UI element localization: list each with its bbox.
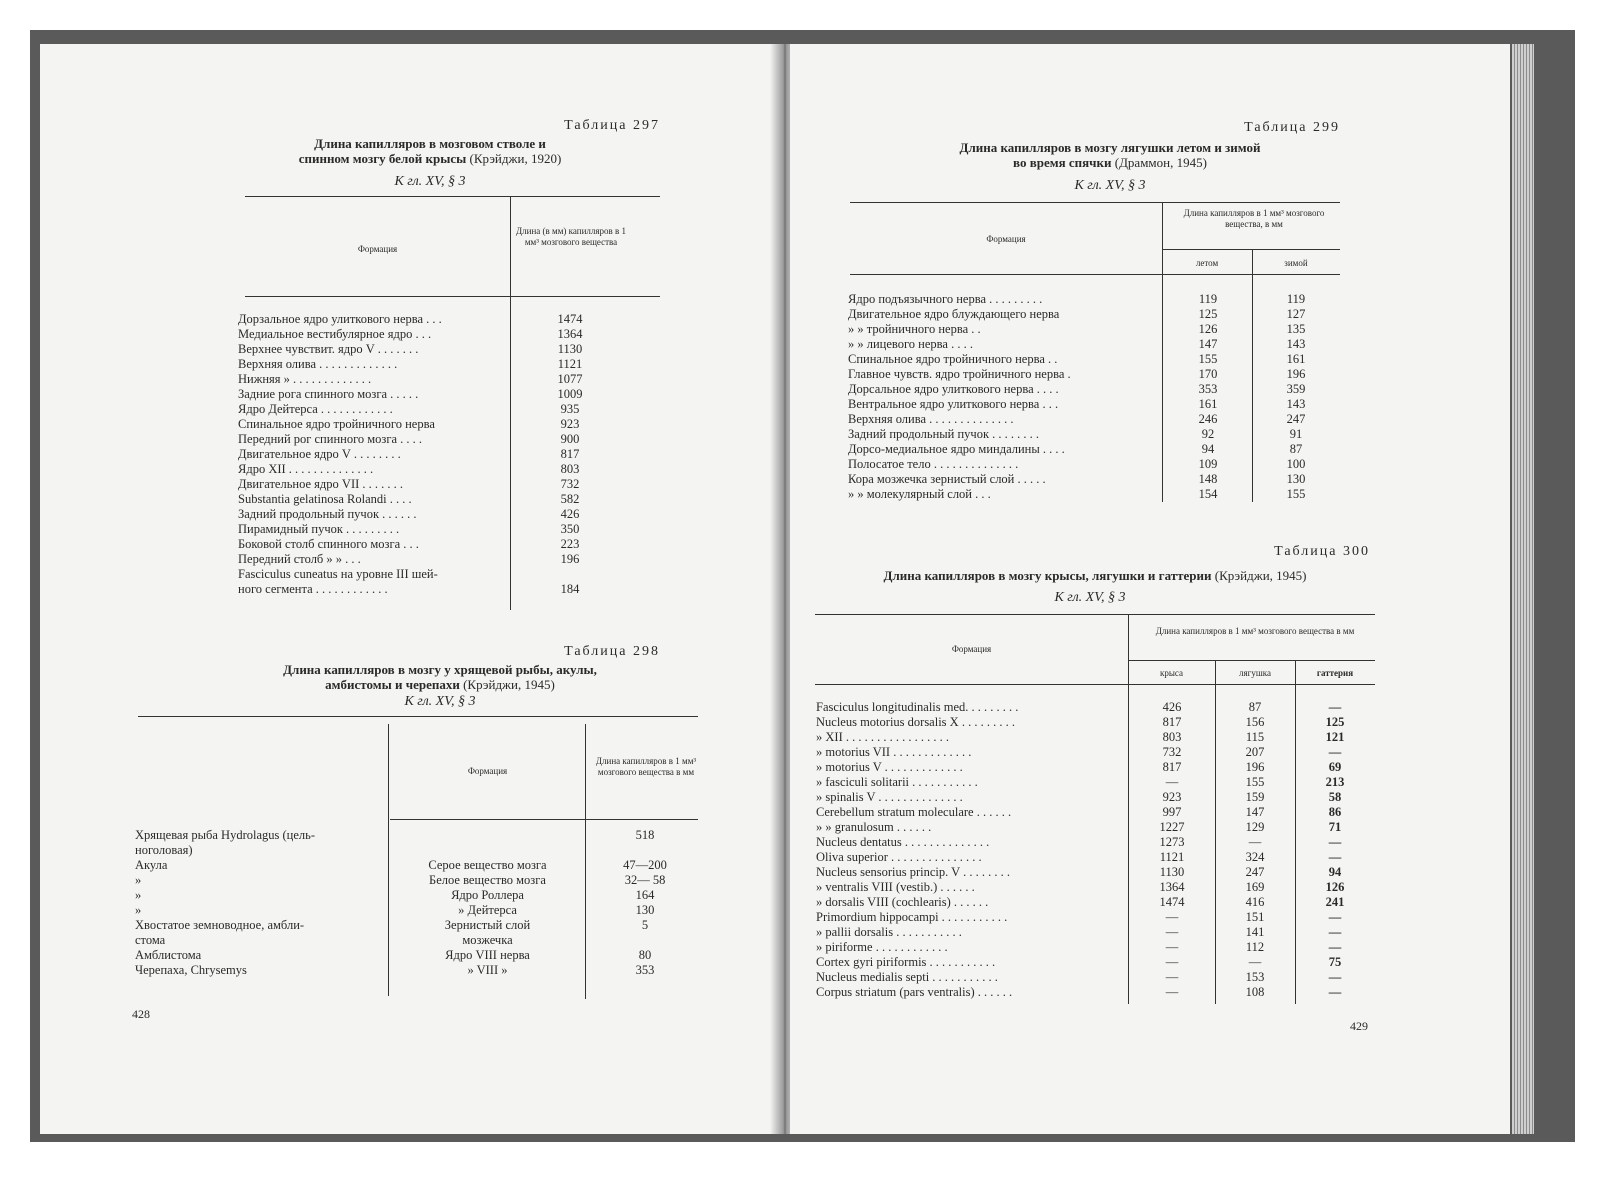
table-299-divider-2 [1252, 249, 1253, 502]
table-cell-value: 353 [635, 963, 655, 977]
table-299-group-rule [1162, 249, 1340, 250]
table-row-label: Двигательное ядро блуждающего нерва [848, 307, 1060, 321]
table-row-label: Задний продольный пучок . . . . . . [238, 507, 417, 521]
table-row-label: Медиальное вестибулярное ядро . . . [238, 327, 432, 341]
table-cell-tuatara: — [1328, 970, 1342, 984]
table-cell-rat: 817 [1162, 760, 1182, 774]
table-row-formation: Ядро Роллера [451, 888, 524, 902]
table-cell-value: 426 [560, 507, 580, 521]
table-cell-winter: 161 [1286, 352, 1306, 366]
table-300-group-rule [1128, 660, 1375, 661]
table-cell-rat: — [1165, 775, 1179, 789]
table-row-formation: Серое вещество мозга [428, 858, 547, 872]
table-row-label: Cerebellum stratum moleculare . . . . . . [816, 805, 1012, 819]
table-298-formations [390, 828, 585, 978]
table-row-label: Верхняя олива . . . . . . . . . . . . . . [848, 412, 1014, 426]
table-cell-value: 223 [560, 537, 580, 551]
table-cell-value: 1077 [557, 372, 583, 386]
table-row-label: Substantia gelatinosa Rolandi . . . . [238, 492, 412, 506]
table-299-title [860, 140, 1360, 170]
table-300-ref: К гл. XV, § 3 [1054, 590, 1126, 605]
table-row-label: Primordium hippocampi . . . . . . . . . . . [816, 910, 1008, 924]
table-cell-summer: 148 [1198, 472, 1218, 486]
table-cell-rat: 803 [1162, 730, 1182, 744]
table-297-col-formation: Формация [357, 244, 398, 254]
table-row-label: Боковой столб спинного мозга . . . [238, 537, 419, 551]
table-row-animal: » [135, 903, 142, 917]
table-cell-rat: — [1165, 925, 1179, 939]
table-row-label: » motorius V . . . . . . . . . . . . . [816, 760, 963, 774]
table-cell-frog: 196 [1245, 760, 1265, 774]
table-300-frog-values [1223, 700, 1287, 1000]
table-cell-frog: 416 [1245, 895, 1265, 909]
table-cell-frog: 159 [1245, 790, 1265, 804]
table-cell-winter: 119 [1286, 292, 1306, 306]
left-page-number: 428 [132, 1007, 150, 1021]
table-298-label: Таблица 298 [564, 644, 660, 659]
table-cell-value: 518 [635, 828, 655, 842]
table-298-top-rule [138, 716, 698, 717]
table-row-label: » dorsalis VIII (cochlearis) . . . . . . [816, 895, 989, 909]
table-row-animal: стома [135, 933, 166, 947]
table-row-label: Nucleus sensorius princip. V . . . . . . . . [816, 865, 1010, 879]
table-297-title-line2: спинном мозгу белой крысы [298, 151, 467, 166]
table-row-label: Передний столб » » . . . [238, 552, 361, 566]
table-row-label: ного сегмента . . . . . . . . . . . . [238, 582, 388, 596]
table-cell-value: 803 [560, 462, 580, 476]
table-cell-tuatara: 58 [1328, 790, 1342, 804]
table-cell-summer: 125 [1198, 307, 1218, 321]
table-row-label: Дорсо-медиальное ядро миндалины . . . . [848, 442, 1065, 456]
table-cell-value [605, 933, 685, 948]
table-row-label: » fasciculi solitarii . . . . . . . . . . . [816, 775, 978, 789]
table-row-formation [390, 828, 585, 843]
table-300-divider-3 [1295, 660, 1296, 1004]
table-300-title-text: Длина капилляров в мозгу крысы, лягушки и гаттерии [883, 568, 1212, 583]
table-cell-summer: 147 [1198, 337, 1218, 351]
table-cell-rat: 1130 [1159, 865, 1185, 879]
table-cell-frog: 151 [1245, 910, 1265, 924]
table-298-source: (Крэйджи, 1945) [463, 677, 555, 692]
table-cell-value: 164 [635, 888, 655, 902]
table-298-title-line1: Длина капилляров в мозгу у хрящевой рыбы, акулы, [283, 662, 597, 677]
table-cell-rat: 997 [1162, 805, 1182, 819]
table-300-tuatara-values [1303, 700, 1367, 1000]
table-cell-rat: 1364 [1159, 880, 1185, 894]
table-300-top-rule [815, 614, 1375, 615]
table-297-label: Таблица 297 [564, 118, 660, 133]
table-row-formation: Белое вещество мозга [429, 873, 546, 887]
table-299-col-winter: зимой [1284, 258, 1308, 268]
table-row-animal: Акула [135, 858, 168, 872]
table-299-title-line1: Длина капилляров в мозгу лягушки летом и зимой [959, 140, 1261, 155]
table-cell-winter: 359 [1286, 382, 1306, 396]
table-row-label: Nucleus dentatus . . . . . . . . . . . . . . [816, 835, 990, 849]
table-cell-value: 1121 [557, 357, 583, 371]
table-298-animals [135, 828, 385, 978]
table-cell-winter: 143 [1286, 397, 1306, 411]
left-page [40, 44, 780, 1134]
table-cell-tuatara: 69 [1328, 760, 1342, 774]
table-cell-frog: 141 [1245, 925, 1265, 939]
table-300-rat-values [1140, 700, 1204, 1000]
table-row-formation: Ядро VIII нерва [445, 948, 530, 962]
table-300-label: Таблица 300 [1274, 544, 1370, 559]
table-cell-frog: 324 [1245, 850, 1265, 864]
table-cell-value [535, 567, 605, 582]
table-row-label: Вентральное ядро улиткового нерва . . . [848, 397, 1059, 411]
table-299-col-formation: Формация [986, 234, 1026, 244]
table-cell-frog: 115 [1245, 730, 1265, 744]
table-cell-value: 350 [560, 522, 580, 536]
table-297-header-rule [245, 296, 660, 297]
table-299-divider-1 [1162, 202, 1163, 502]
table-row-animal: Амблистома [135, 948, 202, 962]
table-299-col-group: Длина капилляров в 1 мм³ мозгового вещества, в мм [1183, 208, 1325, 229]
table-row-formation: » Дейтерса [458, 903, 517, 917]
table-299-summer-values [1178, 292, 1238, 502]
table-cell-summer: 94 [1201, 442, 1215, 456]
table-cell-tuatara: — [1328, 745, 1342, 759]
table-cell-frog: 147 [1245, 805, 1265, 819]
table-cell-tuatara: — [1328, 835, 1342, 849]
table-299-source: (Драммон, 1945) [1114, 155, 1207, 170]
table-cell-rat: — [1165, 985, 1179, 999]
table-cell-value: 923 [560, 417, 580, 431]
table-row-label: Спинальное ядро тройничного нерва . . [848, 352, 1058, 366]
table-row-formation [390, 843, 585, 858]
table-cell-rat: — [1165, 940, 1179, 954]
table-cell-rat: 1474 [1159, 895, 1185, 909]
table-298-divider-2 [585, 724, 586, 999]
table-cell-summer: 109 [1198, 457, 1218, 471]
table-row-label: Двигательное ядро VII . . . . . . . [238, 477, 404, 491]
table-row-label: Nucleus motorius dorsalis X . . . . . . . . . [816, 715, 1015, 729]
table-298-header-rule [390, 819, 698, 820]
table-cell-summer: 92 [1201, 427, 1215, 441]
table-cell-winter: 87 [1289, 442, 1303, 456]
table-299-label: Таблица 299 [1244, 120, 1340, 135]
table-297-title-line1: Длина капилляров в мозговом стволе и [314, 136, 546, 151]
table-row-label: » spinalis V . . . . . . . . . . . . . . [816, 790, 963, 804]
table-row-animal: » [135, 873, 142, 887]
table-300-source: (Крэйджи, 1945) [1214, 568, 1307, 583]
table-row-formation: мозжечка [462, 933, 513, 947]
table-cell-tuatara: 75 [1328, 955, 1342, 969]
table-cell-tuatara: 86 [1328, 805, 1342, 819]
table-cell-value: 80 [638, 948, 652, 962]
table-cell-frog: 169 [1245, 880, 1265, 894]
table-cell-frog: 87 [1248, 700, 1262, 714]
table-row-label: Дорсальное ядро улиткового нерва . . . . [848, 382, 1059, 396]
table-row-label: Кора мозжечка зернистый слой . . . . . [848, 472, 1046, 486]
table-row-label: Полосатое тело . . . . . . . . . . . . . . [848, 457, 1019, 471]
table-cell-winter: 143 [1286, 337, 1306, 351]
table-row-label: Ядро подъязычного нерва . . . . . . . . . [848, 292, 1043, 306]
table-cell-tuatara: — [1328, 940, 1342, 954]
table-299-title-line2: во время спячки [1013, 155, 1112, 170]
table-299-formations [848, 292, 1160, 502]
table-row-label: Дорзальное ядро улиткового нерва . . . [238, 312, 442, 326]
table-cell-tuatara: — [1328, 850, 1342, 864]
right-page-number: 429 [1350, 1019, 1368, 1033]
table-299-col-summer: летом [1195, 258, 1219, 268]
table-298-col-value: Длина капилляров в 1 мм³ мозгового вещества в мм [595, 756, 697, 777]
table-cell-tuatara: 94 [1328, 865, 1342, 879]
table-297-source: (Крэйджи, 1920) [469, 151, 562, 166]
table-row-label: Ядро Дейтерса . . . . . . . . . . . . [238, 402, 393, 416]
table-row-label: » » молекулярный слой . . . [848, 487, 991, 501]
table-cell-value: 900 [560, 432, 580, 446]
table-cell-rat: 426 [1162, 700, 1182, 714]
table-row-label: Nucleus medialis septi . . . . . . . . . . . [816, 970, 998, 984]
table-299-top-rule [850, 202, 1340, 203]
table-cell-tuatara: 241 [1325, 895, 1345, 909]
table-row-label: » XII . . . . . . . . . . . . . . . . . [816, 730, 949, 744]
table-cell-rat: 817 [1162, 715, 1182, 729]
table-cell-rat: 923 [1162, 790, 1182, 804]
table-297-divider [510, 196, 511, 610]
table-cell-value: 32— 58 [624, 873, 666, 887]
table-cell-frog: 112 [1245, 940, 1265, 954]
table-cell-value: 817 [560, 447, 580, 461]
table-cell-value: 184 [560, 582, 580, 596]
table-cell-summer: 353 [1198, 382, 1218, 396]
table-cell-value: 732 [560, 477, 580, 491]
table-cell-winter: 135 [1286, 322, 1306, 336]
table-row-animal: » [135, 888, 142, 902]
table-row-label: Задний продольный пучок . . . . . . . . [848, 427, 1040, 441]
table-cell-summer: 246 [1198, 412, 1218, 426]
table-cell-value: 582 [560, 492, 580, 506]
table-row-label: Главное чувств. ядро тройничного нерва . [848, 367, 1071, 381]
table-row-formation: » VIII » [467, 963, 508, 977]
table-cell-rat: 732 [1162, 745, 1182, 759]
table-300-formations [816, 700, 1126, 1000]
table-cell-frog: — [1248, 955, 1262, 969]
table-300-header-rule [815, 684, 1375, 685]
table-cell-value [605, 843, 685, 858]
table-cell-summer: 126 [1198, 322, 1218, 336]
table-cell-winter: 100 [1286, 457, 1306, 471]
table-298-values [605, 828, 685, 978]
page-edges [1512, 44, 1534, 1134]
table-row-label: » motorius VII . . . . . . . . . . . . . [816, 745, 972, 759]
table-row-label: » » тройничного нерва . . [848, 322, 981, 336]
table-300-col-tuatara: гаттерия [1316, 668, 1354, 678]
table-cell-tuatara: 71 [1328, 820, 1342, 834]
table-row-label: » ventralis VIII (vestib.) . . . . . . [816, 880, 975, 894]
table-row-animal: ноголовая) [135, 843, 193, 857]
table-cell-frog: 153 [1245, 970, 1265, 984]
table-cell-winter: 130 [1286, 472, 1306, 486]
table-298-ref: К гл. XV, § 3 [404, 694, 476, 709]
table-297-values [535, 312, 605, 597]
table-cell-tuatara: 121 [1325, 730, 1345, 744]
table-cell-value: 5 [641, 918, 649, 932]
table-row-label: Передний рог спинного мозга . . . . [238, 432, 423, 446]
table-row-label: Верхнее чувствит. ядро V . . . . . . . [238, 342, 419, 356]
table-297-col-value: Длина (в мм) капилляров в 1 мм³ мозгового вещества [516, 226, 627, 247]
table-cell-tuatara: — [1328, 985, 1342, 999]
table-row-label: Пирамидный пучок . . . . . . . . . [238, 522, 400, 536]
table-298-col-formation: Формация [467, 766, 508, 776]
table-297-title [190, 136, 670, 166]
table-cell-winter: 91 [1289, 427, 1303, 441]
table-297-formations [238, 312, 506, 597]
table-row-label: Спинальное ядро тройничного нерва [238, 417, 435, 431]
table-row-animal: Черепаха, Chrysemys [135, 963, 247, 977]
table-298-title [180, 662, 700, 692]
table-299-header-rule [850, 274, 1340, 275]
table-300-col-rat: крыса [1159, 668, 1184, 678]
table-cell-summer: 161 [1198, 397, 1218, 411]
table-cell-summer: 155 [1198, 352, 1218, 366]
table-cell-rat: — [1165, 910, 1179, 924]
table-row-animal: Хвостатое земноводное, амбли- [135, 918, 305, 932]
table-cell-frog: 247 [1245, 865, 1265, 879]
table-300-title [810, 568, 1380, 583]
table-cell-value: 130 [635, 903, 655, 917]
table-cell-tuatara: — [1328, 700, 1342, 714]
table-298-divider-1 [388, 724, 389, 996]
table-cell-summer: 119 [1198, 292, 1218, 306]
table-cell-rat: 1121 [1159, 850, 1185, 864]
table-cell-winter: 196 [1286, 367, 1306, 381]
table-cell-frog: — [1248, 835, 1262, 849]
table-row-animal: Хрящевая рыба Hydrolagus (цель- [135, 828, 315, 842]
table-297-ref: К гл. XV, § 3 [394, 174, 466, 189]
table-row-formation: Зернистый слой [444, 918, 531, 932]
table-row-label: Corpus striatum (pars ventralis) . . . . . . [816, 985, 1013, 999]
table-298-title-line2: амбистомы и черепахи [325, 677, 460, 692]
table-300-col-formation: Формация [951, 644, 992, 654]
table-cell-frog: 207 [1245, 745, 1265, 759]
table-cell-value: 1364 [557, 327, 583, 341]
table-row-label: Cortex gyri piriformis . . . . . . . . . . . [816, 955, 996, 969]
table-cell-tuatara: 125 [1325, 715, 1345, 729]
table-300-col-group: Длина капилляров в 1 мм³ мозгового вещества в мм [1155, 626, 1355, 636]
table-cell-rat: 1227 [1159, 820, 1185, 834]
table-row-label: Ядро XII . . . . . . . . . . . . . . [238, 462, 374, 476]
table-cell-tuatara: — [1328, 925, 1342, 939]
table-cell-tuatara: 126 [1325, 880, 1345, 894]
table-cell-frog: 156 [1245, 715, 1265, 729]
table-cell-winter: 247 [1286, 412, 1306, 426]
table-cell-value: 935 [560, 402, 580, 416]
table-row-label: Oliva superior . . . . . . . . . . . . . . . [816, 850, 982, 864]
table-cell-value: 196 [560, 552, 580, 566]
table-cell-rat: — [1165, 955, 1179, 969]
table-row-label: » » лицевого нерва . . . . [848, 337, 973, 351]
table-cell-summer: 154 [1198, 487, 1218, 501]
table-299-winter-values [1266, 292, 1326, 502]
table-cell-winter: 127 [1286, 307, 1306, 321]
right-page [790, 44, 1510, 1134]
table-cell-tuatara: 213 [1325, 775, 1345, 789]
table-cell-value: 1009 [557, 387, 583, 401]
table-row-label: » piriforme . . . . . . . . . . . . [816, 940, 948, 954]
table-row-label: Fasciculus longitudinalis med. . . . . . . . . [816, 700, 1019, 714]
table-cell-value: 47—200 [623, 858, 667, 872]
table-299-ref: К гл. XV, § 3 [1074, 178, 1146, 193]
table-cell-value: 1474 [557, 312, 583, 326]
table-row-label: Двигательное ядро V . . . . . . . . [238, 447, 401, 461]
table-row-label: Fasciculus cuneatus на уровне III шей- [238, 567, 438, 581]
table-row-label: Нижняя » . . . . . . . . . . . . . [238, 372, 372, 386]
table-row-label: Верхняя олива . . . . . . . . . . . . . [238, 357, 398, 371]
table-300-col-frog: лягушка [1239, 668, 1271, 678]
table-row-label: » » granulosum . . . . . . [816, 820, 932, 834]
table-297-top-rule [245, 196, 660, 197]
table-300-divider-2 [1215, 660, 1216, 1004]
table-cell-value: 1130 [557, 342, 583, 356]
table-cell-frog: 129 [1245, 820, 1265, 834]
table-cell-tuatara: — [1328, 910, 1342, 924]
table-cell-winter: 155 [1286, 487, 1306, 501]
table-cell-frog: 155 [1245, 775, 1265, 789]
table-cell-summer: 170 [1198, 367, 1218, 381]
table-row-label: » pallii dorsalis . . . . . . . . . . . [816, 925, 962, 939]
table-cell-rat: 1273 [1159, 835, 1185, 849]
table-cell-rat: — [1165, 970, 1179, 984]
table-row-label: Задние рога спинного мозга . . . . . [238, 387, 419, 401]
table-cell-frog: 108 [1245, 985, 1265, 999]
